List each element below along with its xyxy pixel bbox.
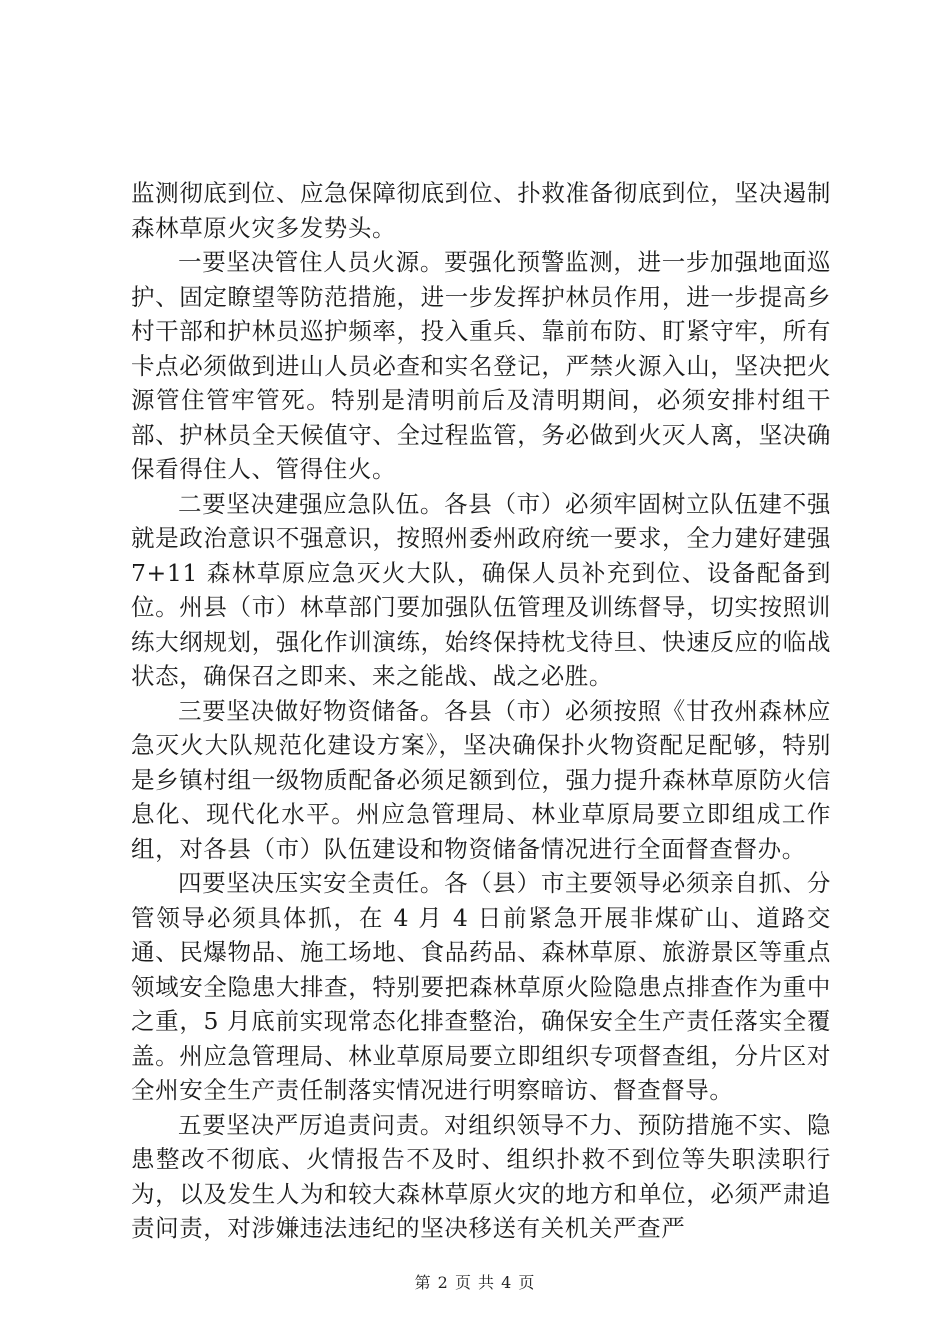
paragraph-emergency-team: 二要坚决建强应急队伍。各县（市）必须牢固树立队伍建不强就是政治意识不强意识，按照州委州政府统一要求，全力建好建强 7+11 森林草原应急灭火大队，确保人员补充到位、设备配备到位。州县（市）林草部门要加强队伍管理及训练督导，切实按照训练大纲规划，强化作训演练，始终保持枕戈待旦、快速反应的临战状态，确保召之即来、来之能战、战之必胜。: [131, 489, 831, 690]
paragraph-material-reserve: 三要坚决做好物资储备。各县（市）必须按照《甘孜州森林应急灭火大队规范化建设方案》，坚决确保扑火物资配足配够，特别是乡镇村组一级物质配备必须足额到位，强力提升森林草原防火信息化、现代化水平。州应急管理局、林业草原局要立即组成工作组，对各县（市）队伍建设和物资储备情况进行全面督查督办。: [131, 696, 831, 863]
paragraph-fire-source-control: 一要坚决管住人员火源。要强化预警监测，进一步加强地面巡护、固定瞭望等防范措施，进一步发挥护林员作用，进一步提高乡村干部和护林员巡护频率，投入重兵、靠前布防、盯紧守牢，所有卡点必须做到进山人员必查和实名登记，严禁火源入山，坚决把火源管住管牢管死。特别是清明前后及清明期间，必须安排村组干部、护林员全天候值守、全过程监管，务必做到火灭人离，坚决确保看得住人、管得住火。: [131, 248, 831, 483]
page-number-footer: 第 2 页 共 4 页: [414, 1273, 536, 1292]
paragraph-safety-responsibility: 四要坚决压实安全责任。各（县）市主要领导必须亲自抓、分管领导必须具体抓，在 4 月 4 日前紧急开展非煤矿山、道路交通、民爆物品、施工场地、食品药品、森林草原、旅游景区等重点领域安全隐患大排查，特别要把森林草原火险隐患点排查作为重中之重，5 月底前实现常态化排查整治，确保安全生产责任落实全覆盖。州应急管理局、林业草原局要立即组织专项督查组，分片区对全州安全生产责任制落实情况进行明察暗访、督查督导。: [131, 869, 831, 1104]
document-body: [131, 176, 831, 1246]
paragraph-continuation: 监测彻底到位、应急保障彻底到位、扑救准备彻底到位，坚决遏制森林草原火灾多发势头。: [131, 179, 831, 242]
paragraph-accountability: 五要坚决严厉追责问责。对组织领导不力、预防措施不实、隐患整改不彻底、火情报告不及时、组织扑救不到位等失职渎职行为，以及发生人为和较大森林草原火灾的地方和单位，必须严肃追责问责，对涉嫌违法违纪的坚决移送有关机关严查严: [131, 1110, 831, 1242]
